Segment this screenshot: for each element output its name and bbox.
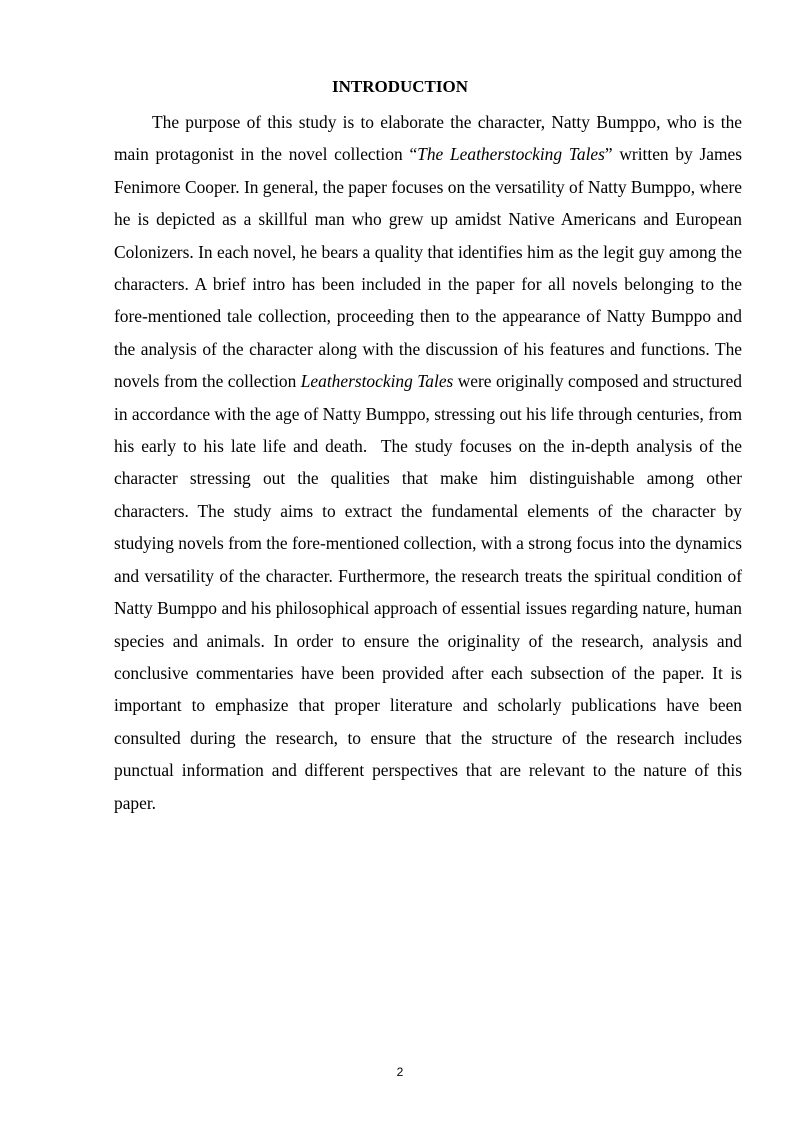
- page-number: 2: [396, 1065, 404, 1079]
- paragraph-text-part-2: ” written by James Fenimore Cooper. In general, the paper focuses on the versatility of Natty Bumppo, where he is depicted as a skillful man who grew up amidst Native Americans and European Colonizers. In each novel, he bears a quality that identifies him as the legit guy among the characters. A brief intro has been included in the paper for all novels belonging to the fore-mentioned tale collection, proceeding then to the appearance of Natty Bumppo and the analysis of the character along with the discussion of his features and functions. The novels from the collection: [114, 144, 742, 392]
- section-heading: INTRODUCTION: [331, 77, 469, 96]
- introduction-paragraph: [114, 106, 742, 819]
- paragraph-text-part-1: The purpose of this study is to elaborate the character, Natty Bumppo, who is the main protagonist in the novel collection “: [114, 112, 742, 165]
- paragraph-text-part-3: were originally composed and structured in accordance with the age of Natty Bumppo, stressing out his life through centuries, from his early to his late life and death. The study focuses on the in-depth analysis of the character stressing out the qualities that make him distinguishable among other characters. The study aims to extract the fundamental elements of the character by studying novels from the fore-mentioned collection, with a strong focus into the dynamics and versatility of the character. Furthermore, the research treats the spiritual condition of Natty Bumppo and his philosophical approach of essential issues regarding nature, human species and animals. In order to ensure the originality of the research, analysis and conclusive commentaries have been provided after each subsection of the paper. It is important to emphasize that proper literature and scholarly publications have been consulted during the research, to ensure that the structure of the research includes punctual information and different perspectives that are relevant to the nature of this paper.: [114, 371, 742, 813]
- book-title-italic: The Leatherstocking Tales: [417, 144, 605, 165]
- collection-title-italic: Leatherstocking Tales: [300, 371, 454, 392]
